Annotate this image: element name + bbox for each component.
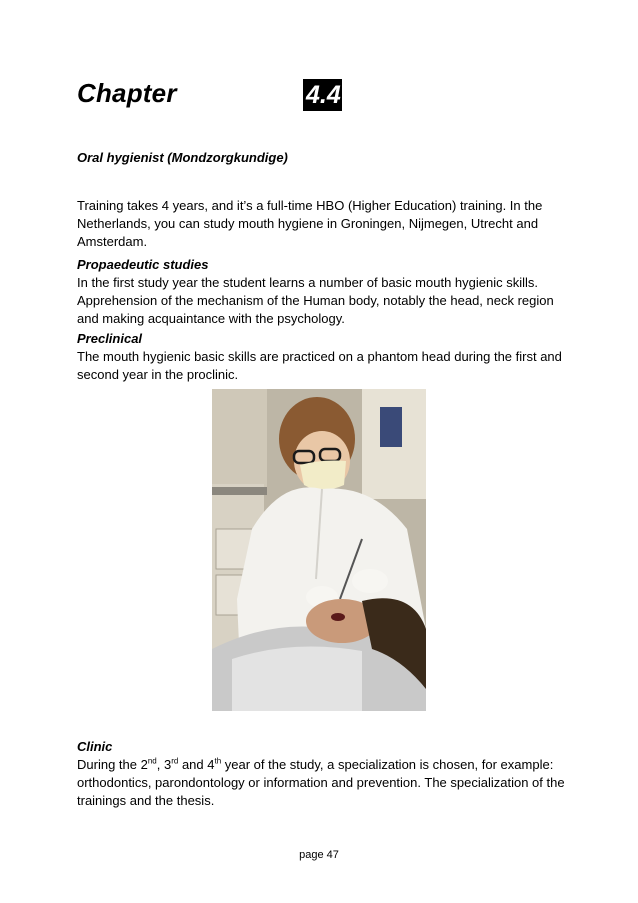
propaedeutic-heading: Propaedeutic studies [77,257,209,272]
preclinical-text: The mouth hygienic basic skills are practiced on a phantom head during the first and second year in the proclinic. [77,349,562,382]
clinic-text: During the 2nd, 3rd and 4th year of the study, a specialization is chosen, for example: orthodontics, parondontology or information and prevention. The specialization of the trainings and the thesis. [77,756,565,808]
clinic-heading: Clinic [77,739,113,754]
propaedeutic-section [77,256,567,328]
chapter-label: Chapter [77,78,177,108]
preclinical-section [77,330,567,384]
chapter-number: 4.4 [303,79,342,111]
propaedeutic-text: In the first study year the student learns a number of basic mouth hygienic skills. Apprehension of the mechanism of the Human body, notably the head, neck region and making acquaintance with the psychology. [77,275,554,326]
section-title: Oral hygienist (Mondzorgkundige) [77,150,288,165]
preclinical-heading: Preclinical [77,331,143,346]
dental-hygienist-photo [212,389,426,711]
clinic-section [77,738,567,810]
intro-paragraph: Training takes 4 years, and it’s a full-time HBO (Higher Education) training. In the Netherlands, you can study mouth hygiene in Groningen, Nijmegen, Utrecht and Amsterdam. [77,198,543,249]
page-number: page 47 [299,849,339,861]
